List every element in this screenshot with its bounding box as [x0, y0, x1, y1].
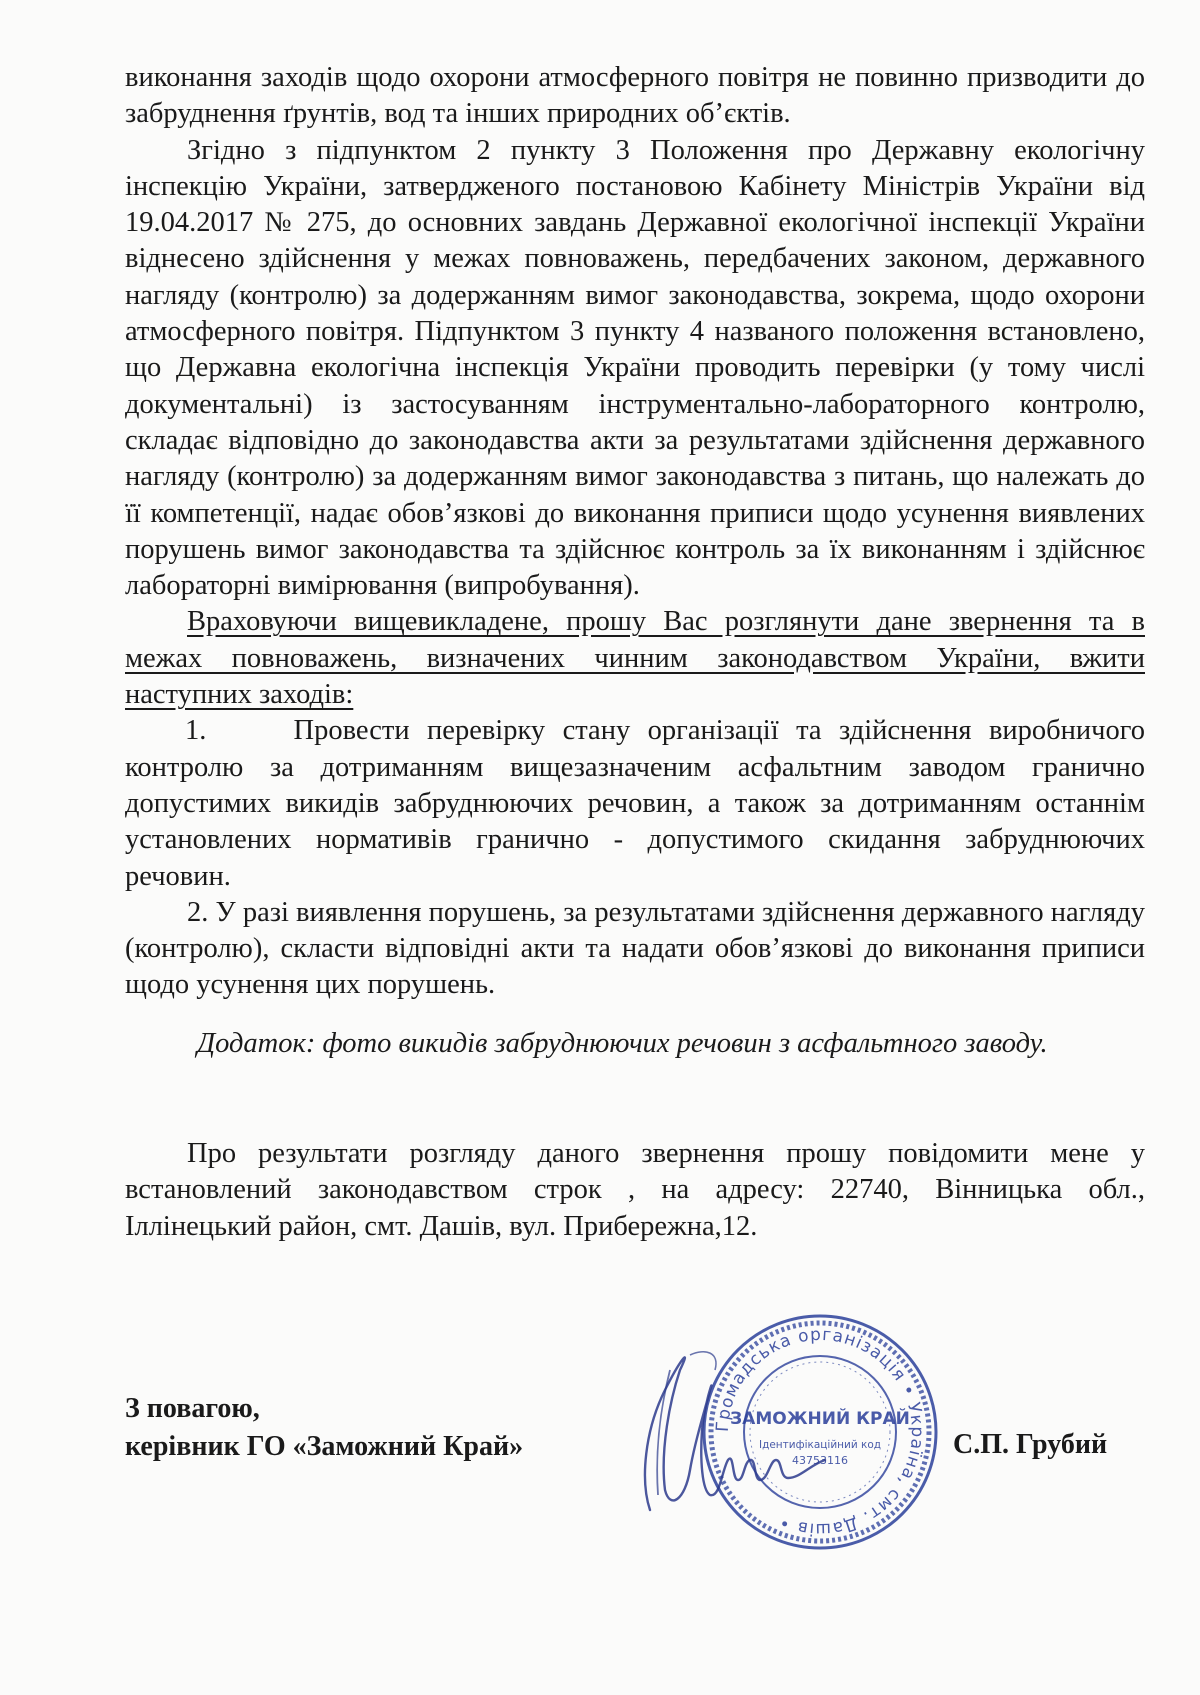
greeting: З повагою,: [125, 1393, 260, 1424]
seal-id-label: Ідентифікаційний код: [758, 1439, 882, 1451]
signer-position: керівник ГО «Заможний Край»: [125, 1431, 524, 1462]
paragraph-legal-basis: Згідно з підпунктом 2 пункту 3 Положення про Державну екологічну інспекцію України, затвердженого постановою Кабінету Міністрів України від 19.04.2017 № 275, до основних завдань Державної екологічної інспекції України віднесено здійснення у межах повноважень, передбачених законом, державного нагляду (контролю) за додержанням вимог законодавства, зокрема, щодо охорони атмосферного повітря. Підпунктом 3 пункту 4 названого положення встановлено, що Державна екологічна інспекція України проводить перевірки (у тому числі документальні) із застосуванням інструментально-лабораторного контролю, складає відповідно до законодавства акти за результатами здійснення державного нагляду (контролю) за додержанням вимог законодавства з питань, що належать до її компетенції, надає обов’язкові до виконання приписи щодо усунення виявлених порушень вимог законодавства та здійснює контроль за їх виконанням і здійснює лабораторні вимірювання (випробування).: [125, 134, 1145, 602]
signer-name: С.П. Грубий: [953, 1429, 1108, 1460]
seal-id-code: 43753116: [792, 1454, 848, 1467]
closing-paragraph: Про результати розгляду даного звернення прошу повідомити мене у встановлений законодавством строк , на адресу: 22740, Вінницька обл., Іллінецький район, смт. Дашів, вул. Прибережна,12.: [125, 1138, 1145, 1242]
paragraph-continuation: виконання заходів щодо охорони атмосферного повітря не повинно призводити до забруднення ґрунтів, вод та інших природних об’єктів.: [125, 62, 1145, 130]
list-item-1: 1. Провести перевірку стану організації та здійснення виробничого контролю за дотриманням вищезазначеним асфальтним заводом гранично допустимих викидів забруднюючих речовин, а також за дотриманням останнім установлених нормативів гранично - допустимого скидання забруднюючих речовин.: [125, 715, 1145, 892]
paragraph-request: Враховуючи вищевикладене, прошу Вас розглянути дане звернення та в межах повноважень, визначених чинним законодавством України, вжити наступних заходів:: [125, 606, 1145, 711]
seal-center-name: ЗАМОЖНИЙ КРАЙ: [730, 1409, 910, 1429]
handwritten-signature: [610, 1330, 840, 1540]
appendix-note: Додаток: фото викидів забруднюючих речовин з асфальтного заводу.: [197, 1027, 1048, 1059]
seal-ring-text: Громадська організація • Україна, смт. Дашів •: [712, 1324, 928, 1540]
letter-body: [125, 60, 1145, 1245]
signature-block-left: [125, 1390, 523, 1466]
list-item-2: 2. У разі виявлення порушень, за результатами здійснення державного нагляду (контролю), скласти відповідні акти та надати обов’язкові до виконання приписи щодо усунення цих порушень.: [125, 896, 1145, 1001]
